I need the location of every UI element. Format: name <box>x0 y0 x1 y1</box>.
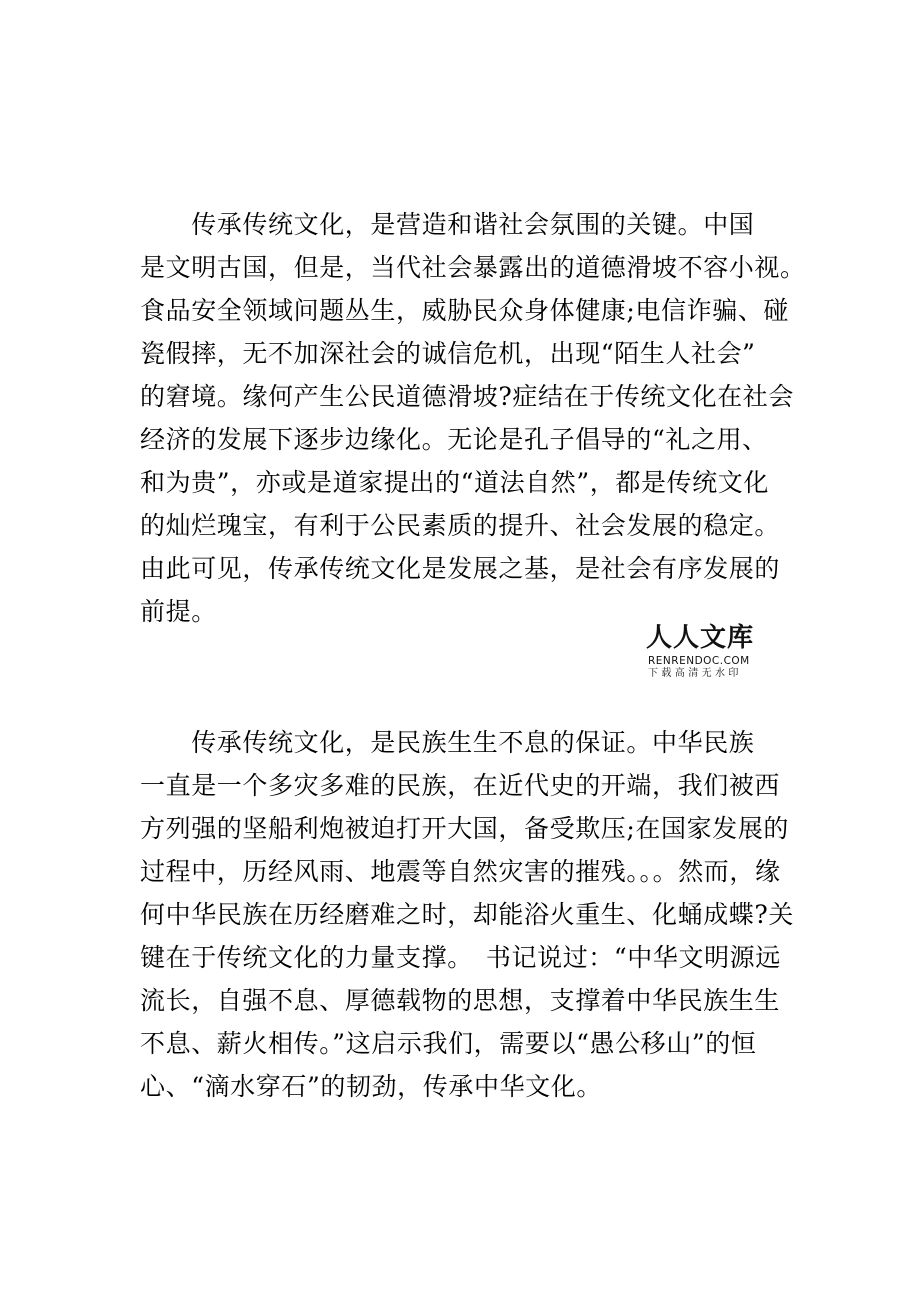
paragraph-line: 前提。 <box>140 597 217 626</box>
paragraph-line: 由此可见，传承传统文化是发展之基，是社会有序发展的 <box>140 554 781 583</box>
paragraph-line: 传承传统文化，是民族生生不息的保证。中华民族 <box>140 728 755 757</box>
paragraph-line: 和为贵”，亦或是道家提出的“道法自然”，都是传统文化 <box>140 468 769 497</box>
paragraph-line: 流长，自强不息、厚德载物的思想，支撑着中华民族生生 <box>140 986 781 1015</box>
paragraph-line: 一直是一个多灾多难的民族，在近代史的开端，我们被西 <box>140 771 781 800</box>
watermark-logo <box>646 623 774 683</box>
paragraph-line: 的灿烂瑰宝，有利于公民素质的提升、社会发展的稳定。 <box>140 511 781 540</box>
paragraph-line: 方列强的坚船利炮被迫打开大国，备受欺压;在国家发展的 <box>140 814 790 843</box>
watermark-domain: RENRENDOC.COM <box>648 655 750 667</box>
paragraph-line: 过程中，历经风雨、地震等自然灾害的摧残。。。然而，缘 <box>140 857 781 886</box>
paragraph-line: 食品安全领域问题丛生，威胁民众身体健康;电信诈骗、碰 <box>140 296 790 325</box>
watermark-subtitle: 下载高清无水印 <box>648 668 742 679</box>
paragraph-line: 传承传统文化，是营造和谐社会氛围的关键。中国 <box>140 210 755 239</box>
paragraph-line: 经济的发展下逐步边缘化。无论是孔子倡导的“礼之用、 <box>140 425 768 454</box>
paragraph-line: 心、“滴水穿石”的韧劲，传承中华文化。 <box>140 1072 602 1101</box>
paragraph-line: 不息、薪火相传。”这启示我们，需要以“愚公移山”的恒 <box>140 1029 757 1058</box>
watermark-title: 人人文库 <box>646 623 755 653</box>
paragraph-line: 何中华民族在历经磨难之时，却能浴火重生、化蛹成蝶?关 <box>140 900 795 929</box>
paragraph-line: 的窘境。缘何产生公民道德滑坡?症结在于传统文化在社会 <box>140 382 795 411</box>
paragraph-line: 键在于传统文化的力量支撑。 书记说过：“中华文明源远 <box>140 943 781 972</box>
paragraph-line: 是文明古国，但是，当代社会暴露出的道德滑坡不容小视。 <box>140 253 806 282</box>
paragraph-line: 瓷假摔，无不加深社会的诚信危机，出现“陌生人社会” <box>140 339 756 368</box>
